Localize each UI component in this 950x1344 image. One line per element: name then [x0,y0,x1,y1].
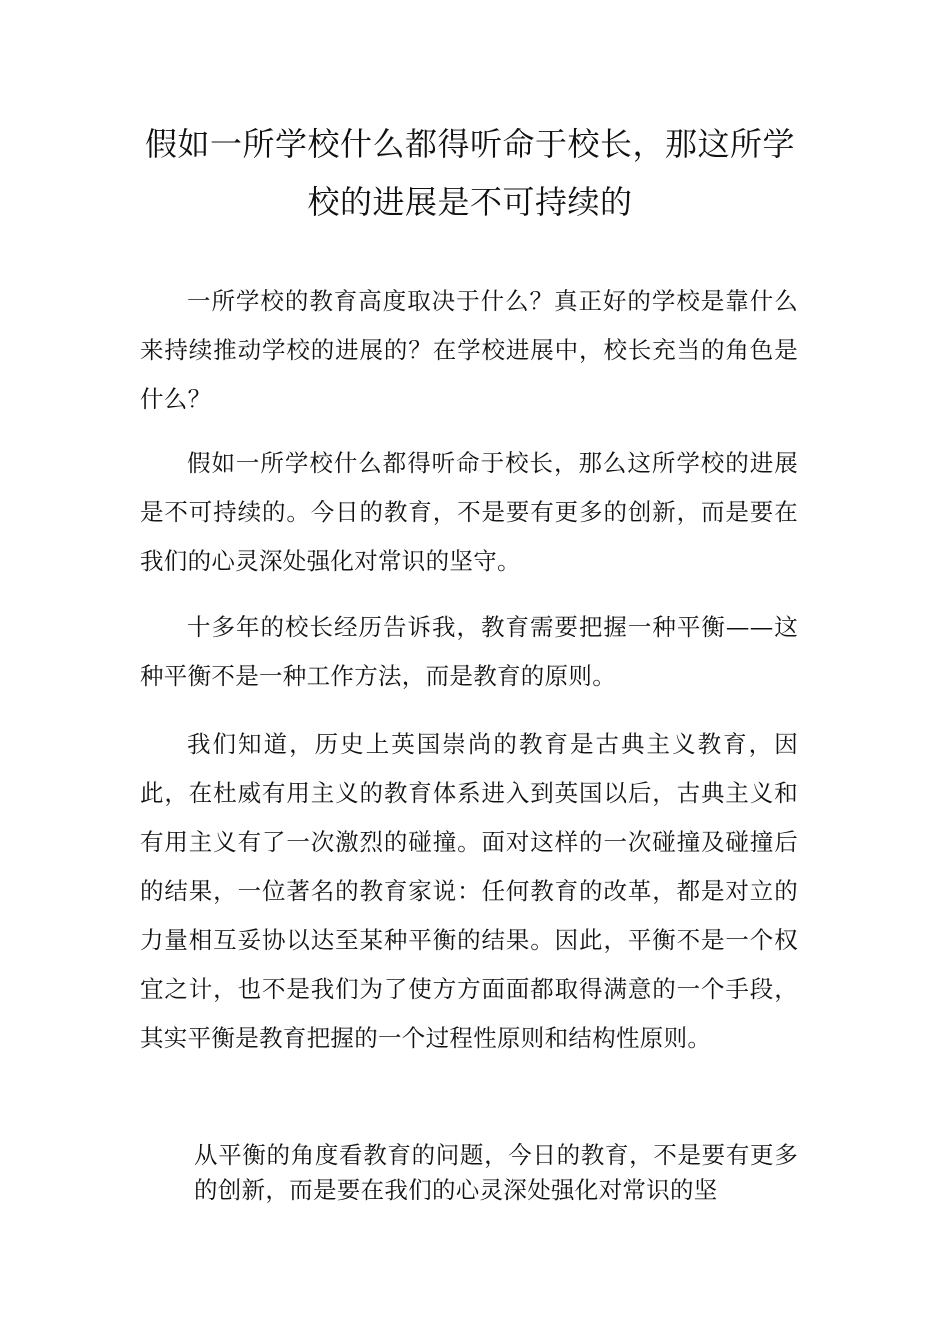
paragraph-3: 十多年的校长经历告诉我，教育需要把握一种平衡——这种平衡不是一种工作方法，而是教育的原则。 [140,613,798,690]
paragraph-2: 假如一所学校什么都得听命于校长，那么这所学校的进展是不可持续的。今日的教育，不是要有更多的创新，而是要在我们的心灵深处强化对常识的坚守。 [140,449,798,575]
paragraph-4: 我们知道，历史上英国崇尚的教育是古典主义教育，因此，在杜威有用主义的教育体系进入到英国以后，古典主义和有用主义有了一次激烈的碰撞。面对这样的一次碰撞及碰撞后的结果，一位著名的教育家说：任何教育的改革，都是对立的力量相互妥协以达至某种平衡的结果。因此，平衡不是一个权宜之计，也不是我们为了使方方面面都取得满意的一个手段，其实平衡是教育把握的一个过程性原则和结构性原则。 [140,730,798,1052]
paragraph-5: 从平衡的角度看教育的问题，今日的教育，不是要有更多的创新，而是要在我们的心灵深处强化对常识的坚 [194,1141,798,1204]
paragraph-1: 一所学校的教育高度取决于什么？真正好的学校是靠什么来持续推动学校的进展的？在学校进展中，校长充当的角色是什么？ [140,287,798,413]
document-title: 假如一所学校什么都得听命于校长，那这所学校的进展是不可持续的 [144,125,795,221]
